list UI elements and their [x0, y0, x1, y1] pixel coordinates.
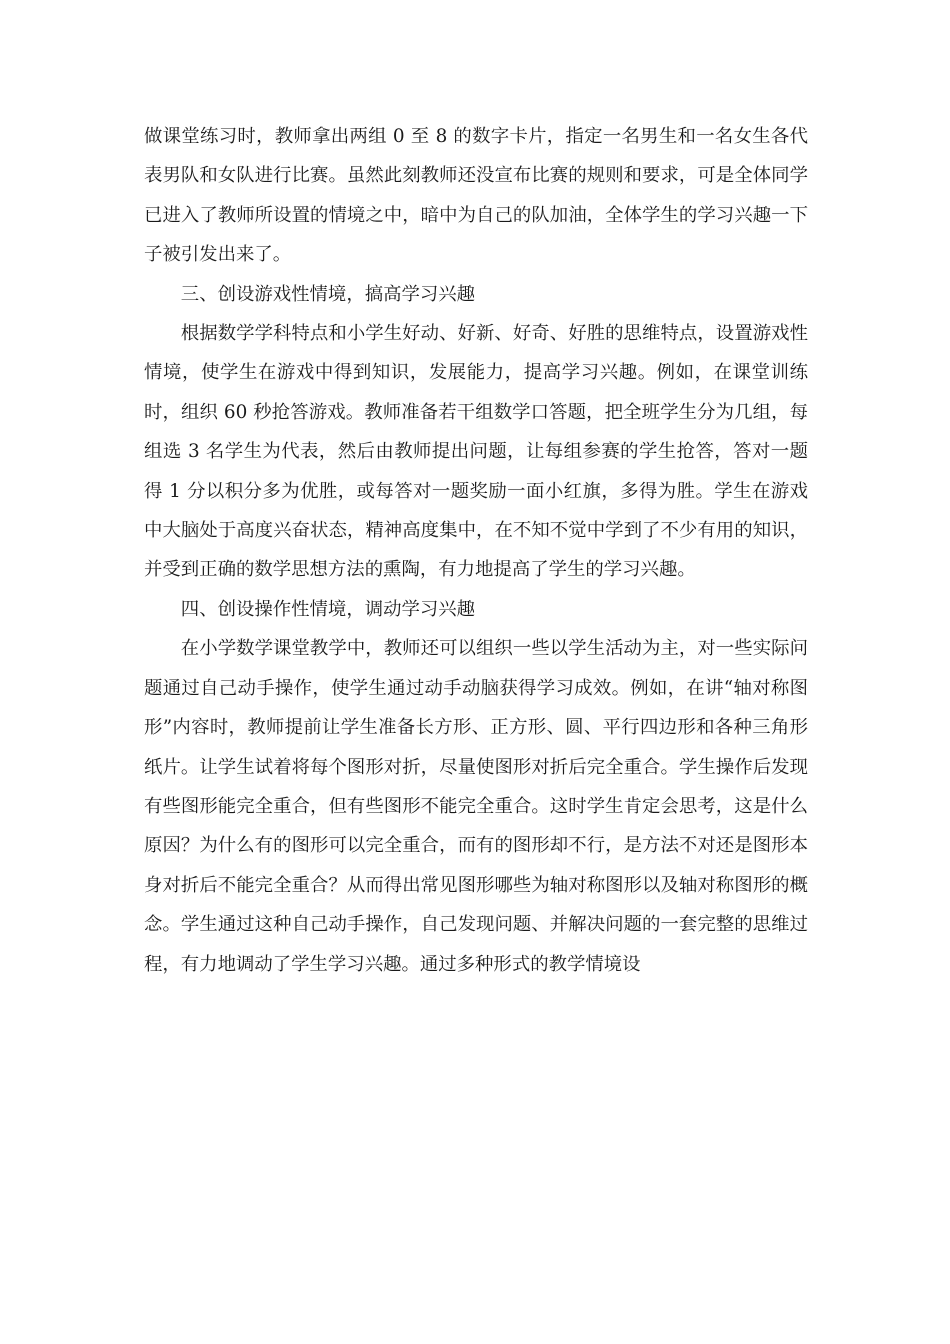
- document-body: [144, 117, 808, 984]
- paragraph-game-situation: 根据数学学科特点和小学生好动、好新、好奇、好胜的思维特点，设置游戏性情境，使学生在游戏中得到知识，发展能力，提高学习兴趣。例如，在课堂训练时，组织 60 秒抢答游戏。教师准备若干组数学口答题，把全班学生分为几组，每组选 3 名学生为代表，然后由教师提出问题，让每组参赛的学生抢答，答对一题得 1 分以积分多为优胜，或每答对一题奖励一面小红旗，多得为胜。学生在游戏中大脑处于高度兴奋状态，精神高度集中，在不知不觉中学到了不少有用的知识，并受到正确的数学思想方法的熏陶，有力地提高了学生的学习兴趣。: [144, 323, 808, 581]
- section-heading-game-situation: 三、创设游戏性情境，搞高学习兴趣: [180, 283, 476, 305]
- paragraph-continuation: 做课堂练习时，教师拿出两组 0 至 8 的数字卡片，指定一名男生和一名女生各代表男队和女队进行比赛。虽然此刻教师还没宣布比赛的规则和要求，可是全体同学已进入了教师所设置的情境之中，暗中为自己的队加油，全体学生的学习兴趣一下子被引发出来了。: [144, 126, 808, 266]
- section-heading-operation-situation: 四、创设操作性情境，调动学习兴趣: [180, 598, 476, 620]
- paragraph-operation-situation: 在小学数学课堂教学中，教师还可以组织一些以学生活动为主，对一些实际问题通过自己动手操作，使学生通过动手动脑获得学习成效。例如，在讲“轴对称图形”内容时，教师提前让学生准备长方形、正方形、圆、平行四边形和各种三角形纸片。让学生试着将每个图形对折，尽量使图形对折后完全重合。学生操作后发现有些图形能完全重合，但有些图形不能完全重合。这时学生肯定会思考，这是什么原因？为什么有的图形可以完全重合，而有的图形却不行，是方法不对还是图形本身对折后不能完全重合？从而得出常见图形哪些为轴对称图形以及轴对称图形的概念。学生通过这种自己动手操作，自己发现问题、并解决问题的一套完整的思维过程，有力地调动了学生学习兴趣。通过多种形式的教学情境设: [144, 638, 808, 975]
